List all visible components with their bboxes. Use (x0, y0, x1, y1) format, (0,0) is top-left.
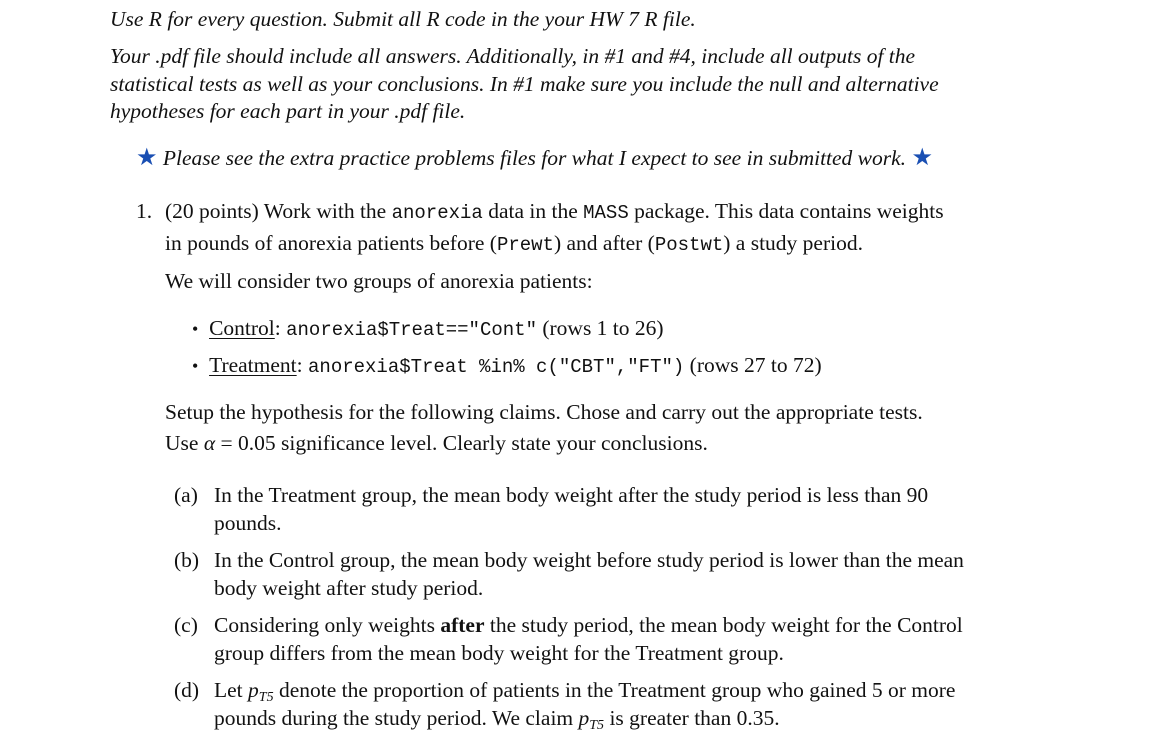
code-mass: MASS (583, 202, 629, 224)
part-b-line-2: body weight after study period. (214, 576, 484, 600)
bullet-icon: • (192, 356, 199, 376)
part-d-label: (d) (174, 678, 200, 702)
question-1-line-2: in pounds of anorexia patients before (Prewt) and after (Postwt) a study period. (165, 231, 863, 256)
code-postwt: Postwt (654, 234, 724, 256)
intro-line-1: Use R for every question. Submit all R code in the your HW 7 R file. (110, 7, 696, 31)
symbol-sub: T5 (258, 690, 274, 705)
intro-line-4: hypotheses for each part in your .pdf file. (110, 99, 466, 123)
part-c-line-1: Considering only weights after the study period, the mean body weight for the Control (214, 613, 963, 637)
star-icon: ★ (136, 145, 158, 171)
symbol-sub: T5 (589, 718, 605, 733)
emphasis-after: after (440, 613, 485, 637)
group-label: Control (209, 316, 275, 340)
groups-intro: We will consider two groups of anorexia patients: (165, 269, 593, 293)
alpha-symbol: α (203, 431, 216, 455)
question-number: 1. (136, 199, 153, 223)
group-label: Treatment (209, 353, 297, 377)
part-c-line-2: group differs from the mean body weight for the Treatment group. (214, 641, 784, 665)
group-control: • Control: anorexia$Treat=="Cont" (rows 1 to 26) (192, 316, 664, 341)
intro-line-2: Your .pdf file should include all answers. Additionally, in #1 and #4, include all outputs of the (110, 44, 916, 68)
bullet-icon: • (192, 319, 199, 339)
part-b-line-1: In the Control group, the mean body weight before study period is lower than the mean (214, 548, 964, 572)
star-icon: ★ (911, 145, 933, 171)
part-b-label: (b) (174, 548, 200, 572)
group-treatment: • Treatment: anorexia$Treat %in% c("CBT","FT") (rows 27 to 72) (192, 353, 822, 378)
setup-line-2: Use α = 0.05 significance level. Clearly state your conclusions. (165, 431, 708, 455)
intro-line-3: statistical tests as well as your conclusions. In #1 make sure you include the null and alternative (110, 72, 939, 96)
part-d-line-1: Let $p_{T5}$ denote the proportion of patients in the Treatment group who gained 5 or more (214, 678, 956, 705)
group-code: anorexia$Treat=="Cont" (286, 319, 537, 341)
part-a-line-1: In the Treatment group, the mean body weight after the study period is less than 90 (214, 483, 929, 507)
setup-line-1: Setup the hypothesis for the following claims. Chose and carry out the appropriate tests. (165, 400, 923, 424)
symbol-p: p (578, 706, 590, 730)
part-d-line-2: pounds during the study period. We claim $p_{T5}$ is greater than 0.35. (214, 706, 780, 733)
code-prewt: Prewt (496, 234, 554, 256)
part-a-line-2: pounds. (214, 511, 282, 535)
part-c-label: (c) (174, 613, 198, 637)
code-anorexia: anorexia (391, 202, 483, 224)
symbol-p: p (248, 678, 259, 702)
group-code: anorexia$Treat %in% c("CBT","FT") (308, 356, 685, 378)
question-1-line-1: (20 points) Work with the anorexia data in the MASS package. This data contains weights (165, 199, 944, 224)
practice-note (136, 145, 933, 171)
practice-note-text: Please see the extra practice problems files for what I expect to see in submitted work. (162, 146, 907, 170)
part-a-label: (a) (174, 483, 198, 507)
